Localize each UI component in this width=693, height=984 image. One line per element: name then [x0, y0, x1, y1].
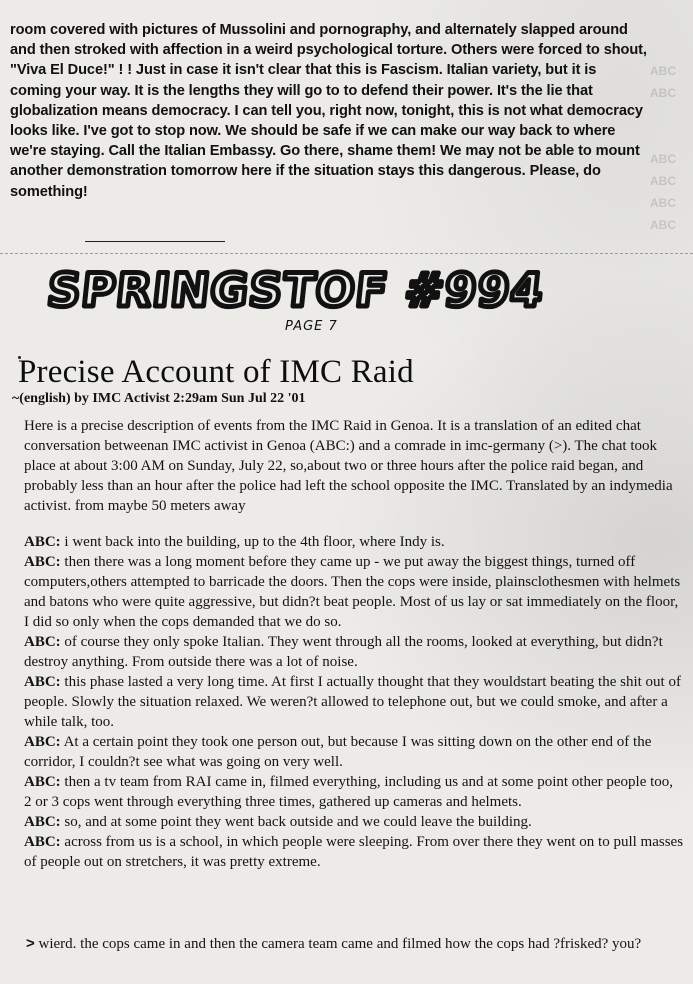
chat-speaker: ABC:	[24, 554, 61, 570]
divider-rule	[85, 241, 225, 242]
masthead-handwriting	[45, 258, 585, 338]
chat-text: of course they only spoke Italian. They went through all the rooms, looked at everything, but didn?t destroy anything. From outside there was a lot of noise.	[24, 634, 663, 670]
article-byline: ~(english) by IMC Activist 2:29am Sun Jul 22 '01	[12, 391, 306, 406]
fold-line	[0, 253, 693, 254]
chat-line	[24, 672, 684, 732]
chat-text: then there was a long moment before they came up - we put away the biggest things, turned off computers,others attempted to barricade the doors. Then the cops were inside, plainsclothesmen with helmets and batons who were quite aggressive, but didn?t beat people. Most of us lay or sat immediately on the floor, I did so only when the cops demanded that we do so.	[24, 554, 681, 630]
chat-speaker: ABC:	[24, 634, 61, 650]
chat-speaker: ABC:	[24, 834, 61, 850]
chat-line	[24, 832, 684, 872]
top-paragraph: room covered with pictures of Mussolini and pornography, and alternately slapped around and then stroked with affection in a weird psychological torture. Others were forced to shout, "Viva El Duce!" ! ! Just in case it isn't clear that this is Fascism. Italian variety, but it is coming your way. It is the lengths they will go to to defend their power. It's the lie that globalization means democracy. I can tell you, right now, tonight, this is not what democracy looks like. I've got to stop now. We should be safe if we can make our way back to where we're staying. Call the Italian Embassy. Go there, shame them! We may not be able to mount another demonstration tomorrow here if the situation stays this dangerous. Please, do something!	[10, 22, 647, 200]
bleed-through: ABC ABC ABC ABC ABC ABC	[650, 64, 676, 232]
chat-line	[24, 732, 684, 772]
chat-speaker: ABC:	[24, 814, 61, 830]
chat-text: so, and at some point they went back outside and we could leave the building.	[60, 814, 532, 830]
chat-text: across from us is a school, in which people were sleeping. From over there they went on to pull masses of people out on stretchers, it was pretty extreme.	[24, 834, 684, 870]
chat-text: At a certain point they took one person out, but because I was sitting down on the other end of the corridor, I couldn?t see what was going on very well.	[24, 734, 652, 770]
masthead-page-label: PAGE 7	[285, 319, 338, 334]
chat-transcript	[24, 532, 684, 872]
chat-speaker: ABC:	[24, 674, 61, 690]
chat-text: this phase lasted a very long time. At first I actually thought that they wouldstart beating the shit out of people. Slowly the situation relaxed. We weren?t allowed to telephone out, but we could smoke, and after a while talk, too.	[24, 674, 681, 730]
chat-line	[24, 772, 684, 812]
chat-text: then a tv team from RAI came in, filmed everything, including us and at some point other people too, 2 or 3 cops went through everything three times, gathered up cameras and helmets.	[24, 774, 674, 810]
chat-speaker: ABC:	[24, 534, 61, 550]
masthead	[45, 258, 585, 338]
chat-line	[24, 632, 684, 672]
chat-text: wierd. the cops came in and then the camera team came and filmed how the cops had ?frisked? you?	[34, 936, 642, 952]
chat-speaker: ABC:	[24, 734, 61, 750]
article-title: Precise Account of IMC Raid	[18, 354, 414, 390]
chat-line	[24, 552, 684, 632]
chat-line	[24, 532, 684, 552]
masthead-text: SPRINGSTOF #994	[45, 263, 547, 317]
article-body	[24, 416, 684, 872]
article-intro: Here is a precise description of events from the IMC Raid in Genoa. It is a translation of an edited chat conversation betweenan IMC activist in Genoa (ABC:) and a comrade in imc-germany (>). The chat took place at about 3:00 AM on Sunday, July 22, so,about two or three hours after the police raid began, and probably less than an hour after the police had left the school opposite the IMC. Translated by an indymedia activist. from maybe 50 meters away	[24, 418, 673, 514]
chat-last-line	[26, 935, 666, 953]
chat-text: i went back into the building, up to the 4th floor, where Indy is.	[60, 534, 445, 550]
chat-speaker: ABC:	[24, 774, 61, 790]
chat-line	[24, 812, 684, 832]
chat-speaker: >	[26, 935, 35, 952]
